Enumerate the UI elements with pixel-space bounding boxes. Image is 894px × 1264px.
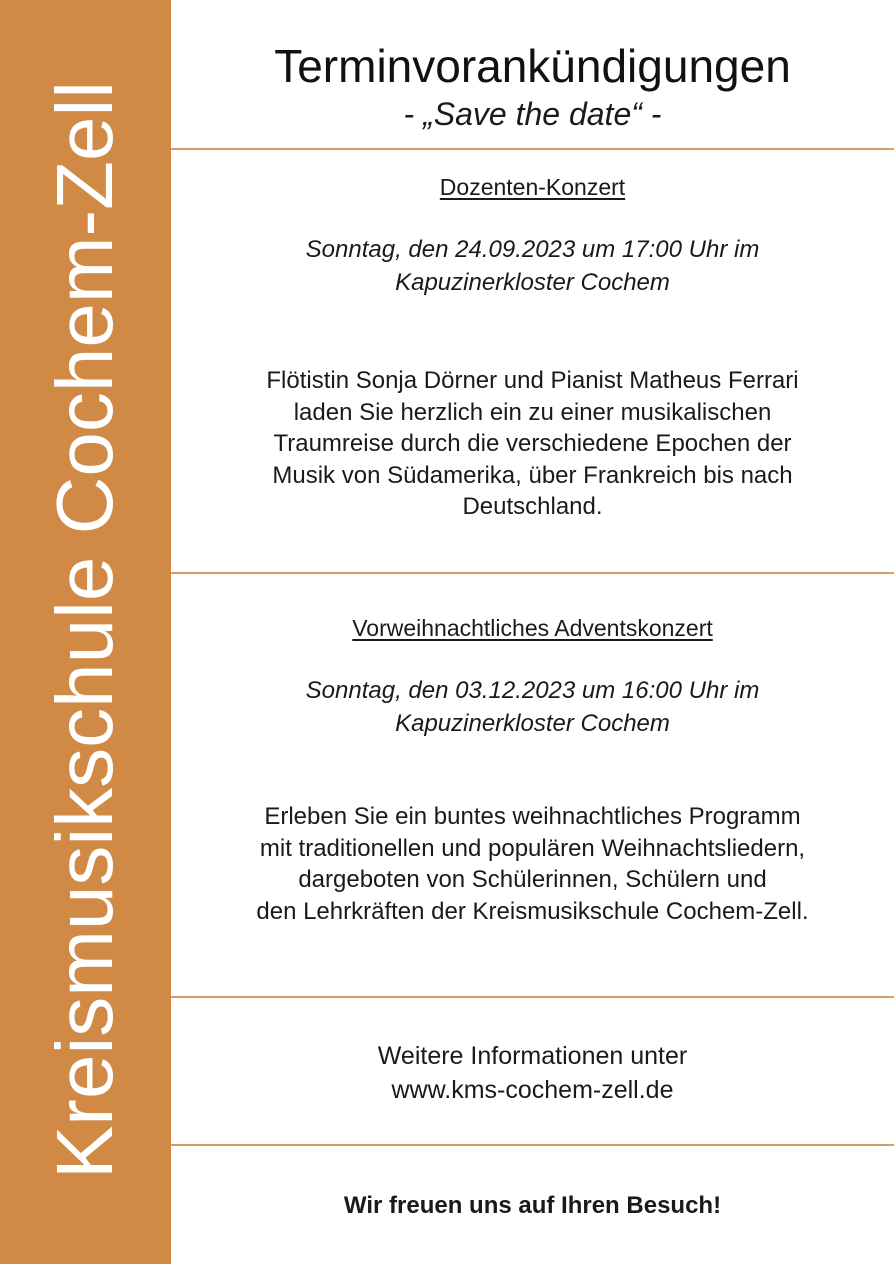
event-2-description (171, 801, 894, 927)
event-2-desc-line: mit traditionellen und populären Weihnachtsliedern, (259, 834, 806, 862)
page-subtitle: - „Save the date“ - (403, 96, 662, 132)
event-2-desc-line: dargeboten von Schülerinnen, Schülern und (298, 866, 767, 893)
event-2-date-line: Sonntag, den 03.12.2023 um 16:00 Uhr im (305, 677, 760, 704)
event-2-desc-line: Erleben Sie ein buntes weihnachtliches Programm (264, 803, 801, 830)
event-1-heading: Dozenten-Konzert (439, 174, 626, 200)
event-1-venue-line: Kapuzinerkloster Cochem (395, 269, 670, 296)
event-1-desc-line: Flötistin Sonja Dörner und Pianist Matheus Ferrari (266, 367, 799, 394)
main-content (171, 0, 894, 1264)
event-1-desc-line: laden Sie herzlich ein zu einer musikalischen (293, 398, 772, 426)
event-1-date-line: Sonntag, den 24.09.2023 um 17:00 Uhr im (305, 236, 760, 263)
event-1-desc-line: Deutschland. (462, 493, 603, 520)
page-title: Terminvorankündigungen (274, 40, 791, 92)
event-1-desc-line: Traumreise durch die verschiedene Epochen der (273, 430, 792, 457)
event-2-date (171, 674, 894, 740)
sidebar-banner (0, 0, 171, 1264)
event-1-date (171, 233, 894, 299)
event-2-desc-line: den Lehrkräften der Kreismusikschule Cochem-Zell. (256, 897, 809, 925)
event-2-venue-line: Kapuzinerkloster Cochem (395, 710, 670, 737)
divider (171, 148, 894, 150)
divider (171, 572, 894, 574)
event-1-description (171, 365, 894, 523)
website-link[interactable]: www.kms-cochem-zell.de (391, 1076, 674, 1104)
event-2-heading: Vorweihnachtliches Adventskonzert (352, 615, 713, 641)
divider (171, 996, 894, 998)
closing-message: Wir freuen uns auf Ihren Besuch! (343, 1192, 722, 1219)
event-1-desc-line: Musik von Südamerika, über Frankreich bis nach (272, 461, 793, 489)
divider (171, 1144, 894, 1146)
info-block (171, 1039, 894, 1107)
info-text: Weitere Informationen unter (377, 1042, 688, 1070)
sidebar-title: Kreismusikschule Cochem-Zell (40, 80, 129, 1180)
